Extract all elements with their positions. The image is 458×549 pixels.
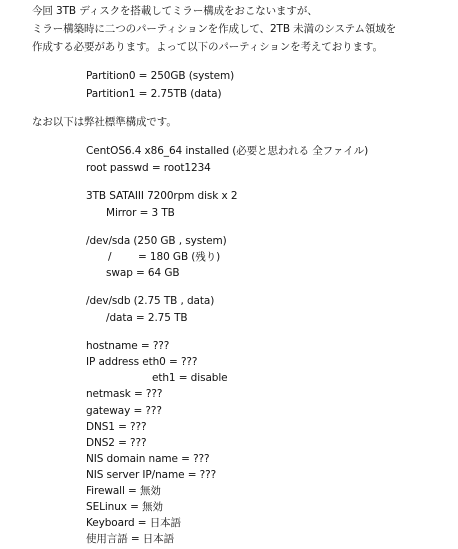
gateway: gateway = ??? [86, 405, 162, 417]
root-password: root passwd = root1234 [86, 162, 211, 174]
os-install: CentOS6.4 x86_64 installed (必要と思われる 全ファイル) [86, 145, 369, 157]
netmask: netmask = ??? [86, 388, 163, 400]
partition-0: Partition0 = 250GB (system) [86, 70, 235, 82]
sda-root-mount: / [108, 251, 112, 263]
firewall: Firewall = 無効 [86, 485, 161, 497]
standard-config-heading: なお以下は弊社標準構成です。 [32, 116, 177, 128]
hostname: hostname = ??? [86, 340, 170, 352]
sda-root-size: = 180 GB (残り) [138, 251, 221, 263]
sdb-heading: /dev/sdb (2.75 TB , data) [86, 295, 215, 307]
dns2: DNS2 = ??? [86, 437, 147, 449]
intro-line-3: 作成する必要があります。よって以下のパーティションを考えております。 [32, 41, 383, 53]
language: 使用言語 = 日本語 [86, 533, 174, 545]
mirror-size: Mirror = 3 TB [106, 207, 175, 219]
ip-eth0: IP address eth0 = ??? [86, 356, 198, 368]
sda-heading: /dev/sda (250 GB , system) [86, 235, 227, 247]
intro-line-2: ミラー構築時に二つのパーティションを作成して、2TB 未満のシステム領域を [32, 23, 397, 35]
partition-1: Partition1 = 2.75TB (data) [86, 88, 222, 100]
ip-eth1: eth1 = disable [152, 372, 228, 384]
sdb-data: /data = 2.75 TB [106, 312, 188, 324]
selinux: SELinux = 無効 [86, 501, 163, 513]
intro-line-1: 今回 3TB ディスクを搭載してミラー構成をおこないますが、 [32, 5, 318, 17]
keyboard: Keyboard = 日本語 [86, 517, 181, 529]
sda-swap: swap = 64 GB [106, 267, 180, 279]
dns1: DNS1 = ??? [86, 421, 147, 433]
nis-server: NIS server IP/name = ??? [86, 469, 217, 481]
nis-domain: NIS domain name = ??? [86, 453, 210, 465]
disk-spec: 3TB SATAIII 7200rpm disk x 2 [86, 190, 238, 202]
